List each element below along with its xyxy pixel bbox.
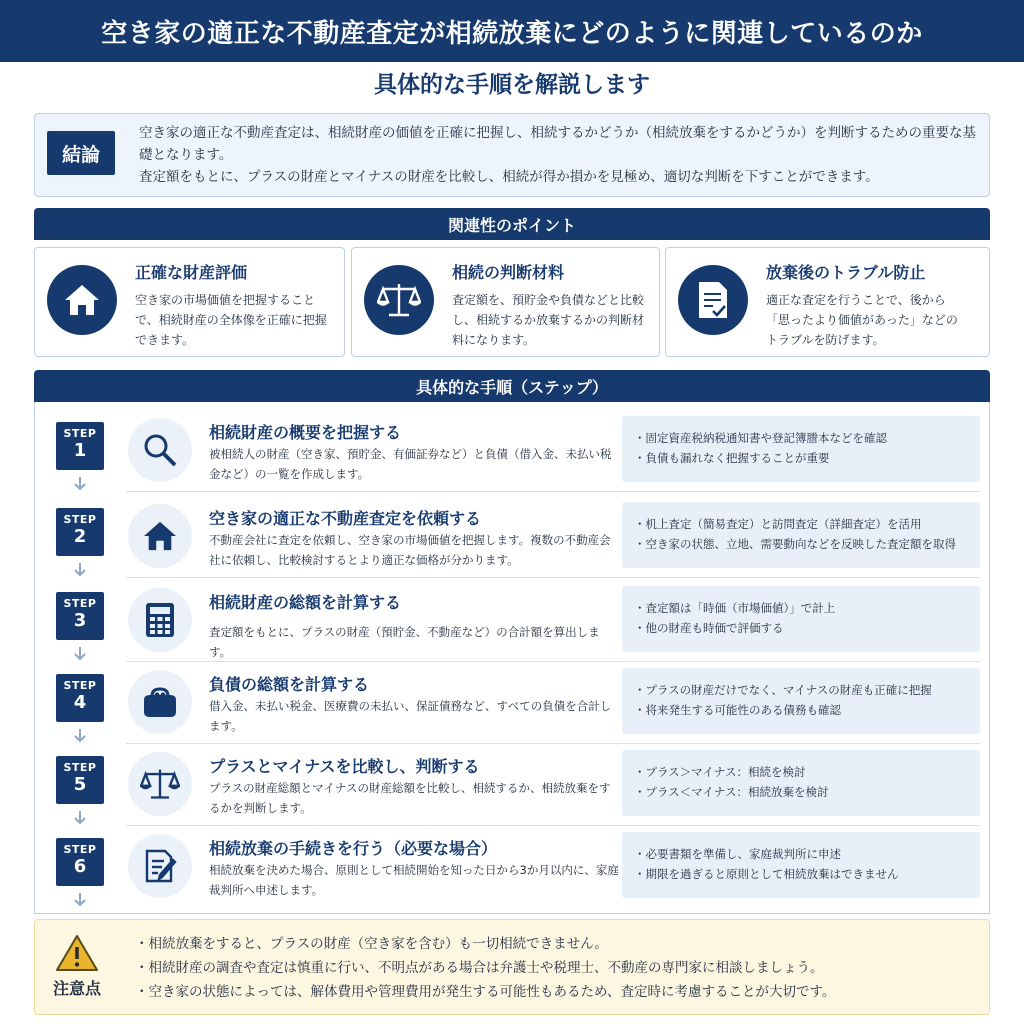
step-number: 1 bbox=[73, 440, 87, 461]
divider bbox=[126, 577, 980, 578]
magnifier-icon bbox=[128, 418, 192, 482]
point-card-2 bbox=[351, 247, 660, 357]
step-desc: プラスの財産総額とマイナスの財産総額を比較し、相続するか、相続放棄をするかを判断します。 bbox=[209, 781, 611, 815]
step-row-5 bbox=[34, 748, 990, 826]
step-notes bbox=[622, 750, 980, 816]
step-number: 4 bbox=[73, 692, 87, 713]
step-title: プラスとマイナスを比較し、判断する bbox=[209, 757, 480, 776]
divider bbox=[126, 491, 980, 492]
step-note: ・将来発生する可能性のある債務も確認 bbox=[634, 703, 841, 717]
step-title: 相続財産の総額を計算する bbox=[209, 593, 402, 612]
step-note: ・机上査定（簡易査定）と訪問査定（詳細査定）を活用 bbox=[634, 517, 922, 531]
caution-item: ・空き家の状態によっては、解体費用や管理費用が発生する可能性もあるため、査定時に考慮することが大切です。 bbox=[135, 984, 836, 1000]
step-note: ・プラスの財産だけでなく、マイナスの財産も正確に把握 bbox=[634, 683, 932, 697]
document-check-icon bbox=[678, 265, 748, 335]
divider bbox=[126, 661, 980, 662]
point-card-3 bbox=[665, 247, 990, 357]
step-desc: 被相続人の財産（空き家、預貯金、有価証券など）と負債（借入金、未払い税金など）の一覧を作成します。 bbox=[209, 447, 612, 481]
step-note: ・空き家の状態、立地、需要動向などを反映した査定額を取得 bbox=[634, 537, 956, 551]
step-notes bbox=[622, 832, 980, 898]
scale-icon bbox=[364, 265, 434, 335]
points-section-title: 関連性のポイント bbox=[34, 208, 990, 240]
step-label: STEP bbox=[63, 597, 97, 610]
step-label: STEP bbox=[63, 761, 97, 774]
point-desc: 空き家の市場価値を把握することで、相続財産の全体像を正確に把握できます。 bbox=[135, 293, 327, 347]
purse-icon bbox=[128, 670, 192, 734]
step-badge bbox=[56, 838, 104, 886]
step-note: ・固定資産税納税通知書や登記簿謄本などを確認 bbox=[634, 431, 887, 445]
step-row-1 bbox=[34, 414, 990, 492]
step-note: ・プラス＞マイナス：相続を検討 bbox=[634, 765, 806, 779]
caution-box bbox=[34, 919, 990, 1015]
page-subtitle: 具体的な手順を解説します bbox=[374, 72, 650, 98]
calculator-icon bbox=[128, 588, 192, 652]
point-desc: 査定額を、預貯金や負債などと比較し、相続するか放棄するかの判断材料になります。 bbox=[452, 293, 645, 347]
step-label: STEP bbox=[63, 513, 97, 526]
steps-section-title: 具体的な手順（ステップ） bbox=[34, 370, 990, 402]
step-title: 相続財産の概要を把握する bbox=[209, 423, 402, 442]
conclusion-box bbox=[34, 113, 990, 197]
step-title: 空き家の適正な不動産査定を依頼する bbox=[209, 509, 482, 528]
step-notes bbox=[622, 586, 980, 652]
arrow-down-icon bbox=[72, 646, 88, 662]
point-title: 放棄後のトラブル防止 bbox=[766, 263, 926, 282]
step-row-4 bbox=[34, 666, 990, 744]
caution-list bbox=[135, 932, 975, 1004]
step-row-6 bbox=[34, 830, 990, 908]
step-note: ・査定額は「時価（市場価値）」で計上 bbox=[634, 601, 836, 615]
step-desc: 相続放棄を決めた場合、原則として相続開始を知った日から3か月以内に、家庭裁判所へ申述します。 bbox=[209, 863, 619, 897]
house-icon bbox=[128, 504, 192, 568]
step-row-2 bbox=[34, 500, 990, 578]
conclusion-text bbox=[139, 122, 979, 188]
scale-icon bbox=[128, 752, 192, 816]
step-number: 2 bbox=[73, 526, 87, 547]
step-notes bbox=[622, 502, 980, 568]
step-label: STEP bbox=[63, 843, 97, 856]
step-note: ・期限を過ぎると原則として相続放棄はできません bbox=[634, 867, 899, 881]
step-note: ・プラス＜マイナス：相続放棄を検討 bbox=[634, 785, 829, 799]
divider bbox=[126, 743, 980, 744]
step-badge bbox=[56, 508, 104, 556]
conclusion-line: 査定額をもとに、プラスの財産とマイナスの財産を比較し、相続が得か損かを見極め、適切な判断を下すことができます。 bbox=[139, 169, 879, 185]
point-desc: 適正な査定を行うことで、後から「思ったより価値があった」などのトラブルを防げます。 bbox=[766, 293, 958, 347]
arrow-down-icon bbox=[72, 562, 88, 578]
step-title: 負債の総額を計算する bbox=[209, 675, 370, 694]
step-note: ・他の財産も時価で評価する bbox=[634, 621, 784, 635]
step-note: ・必要書類を準備し、家庭裁判所に申述 bbox=[634, 847, 841, 861]
step-number: 6 bbox=[73, 856, 87, 877]
step-desc: 不動産会社に査定を依頼し、空き家の市場価値を把握します。複数の不動産会社に依頼し、比較検討するとより適正な価格が分かります。 bbox=[209, 533, 611, 567]
conclusion-line: 空き家の適正な不動産査定は、相続財産の価値を正確に把握し、相続するかどうか（相続放棄をするかどうか）を判断するための重要な基礎となります。 bbox=[139, 125, 976, 163]
caution-item: ・相続財産の調査や査定は慎重に行い、不明点がある場合は弁護士や税理士、不動産の専門家に相談しましょう。 bbox=[135, 960, 824, 976]
step-number: 5 bbox=[73, 774, 87, 795]
caution-label: 注意点 bbox=[52, 979, 101, 998]
arrow-down-icon bbox=[72, 476, 88, 492]
step-desc: 査定額をもとに、プラスの財産（預貯金、不動産など）の合計額を算出します。 bbox=[209, 625, 600, 659]
header-bar bbox=[0, 0, 1024, 62]
page-title: 空き家の適正な不動産査定が相続放棄にどのように関連しているのか bbox=[101, 18, 923, 49]
step-label: STEP bbox=[63, 427, 97, 440]
conclusion-label: 結論 bbox=[47, 131, 115, 175]
arrow-down-icon bbox=[72, 892, 88, 908]
arrow-down-icon bbox=[72, 728, 88, 744]
point-title: 相続の判断材料 bbox=[452, 263, 565, 282]
divider bbox=[126, 825, 980, 826]
caution-item: ・相続放棄をすると、プラスの財産（空き家を含む）も一切相続できません。 bbox=[135, 936, 608, 952]
house-icon bbox=[47, 265, 117, 335]
warning-icon bbox=[55, 934, 99, 972]
document-pen-icon bbox=[128, 834, 192, 898]
step-badge bbox=[56, 592, 104, 640]
step-number: 3 bbox=[73, 610, 87, 631]
step-notes bbox=[622, 416, 980, 482]
step-desc: 借入金、未払い税金、医療費の未払い、保証債務など、すべての負債を合計します。 bbox=[209, 699, 612, 733]
point-title: 正確な財産評価 bbox=[135, 263, 248, 282]
step-notes bbox=[622, 668, 980, 734]
step-label: STEP bbox=[63, 679, 97, 692]
step-badge bbox=[56, 422, 104, 470]
step-title: 相続放棄の手続きを行う（必要な場合） bbox=[209, 839, 498, 858]
step-badge bbox=[56, 756, 104, 804]
arrow-down-icon bbox=[72, 810, 88, 826]
step-badge bbox=[56, 674, 104, 722]
step-note: ・負債も漏れなく把握することが重要 bbox=[634, 451, 830, 465]
point-card-1 bbox=[34, 247, 345, 357]
step-row-3 bbox=[34, 584, 990, 662]
